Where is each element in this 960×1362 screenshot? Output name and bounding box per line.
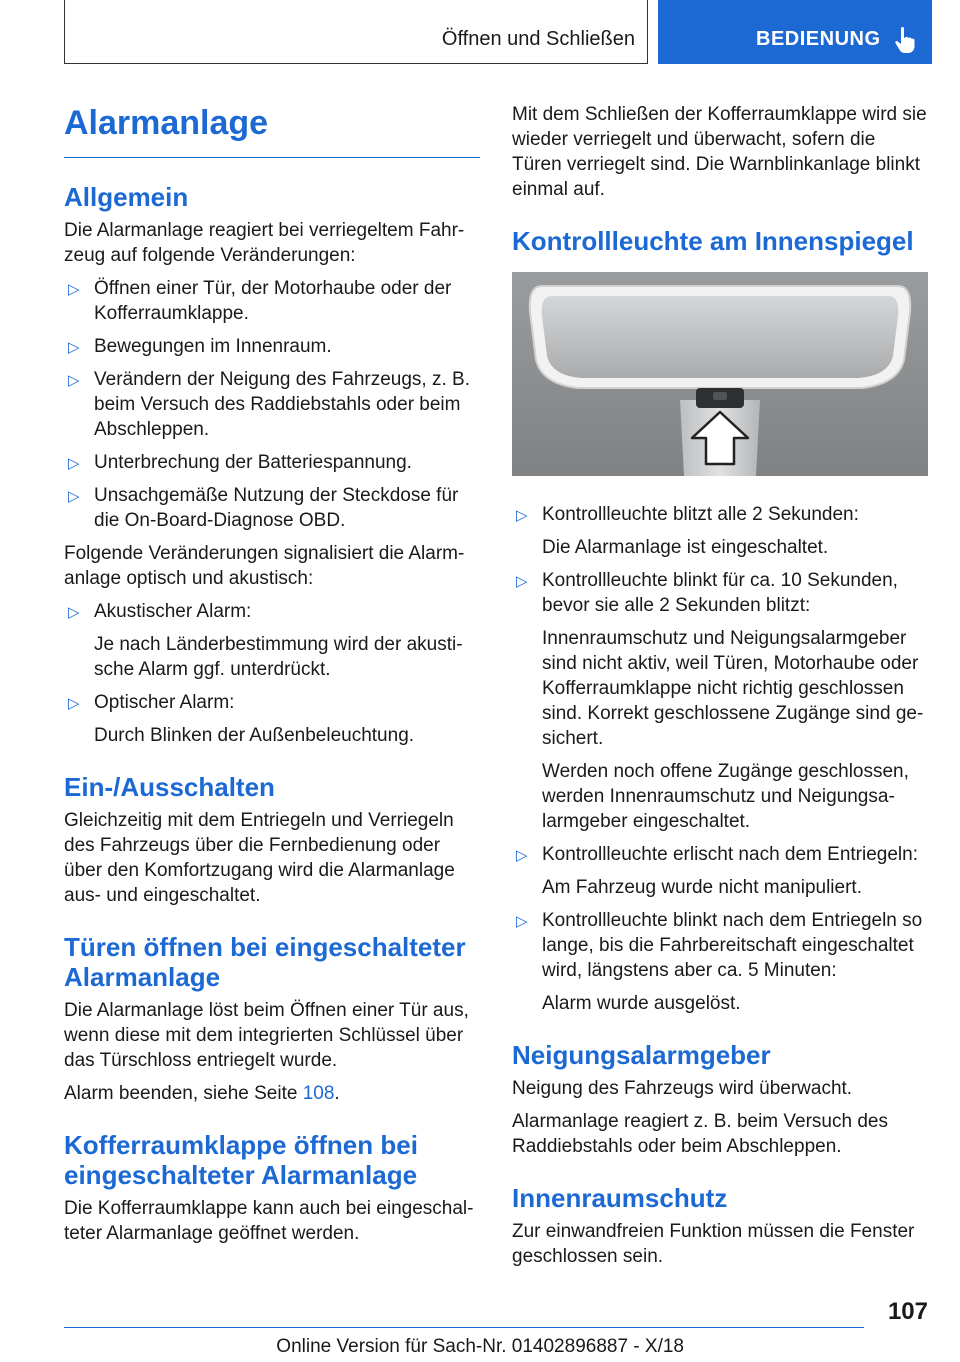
heading-neigungsalarmgeber: Neigungsalarmgeber (512, 1040, 771, 1070)
kofferraum-continued: Mit dem Schließen der Kofferraumklappe wird sie wieder verriegelt und überwacht, sofern die Türen verriegelt sind. Die Warnblinkanlage blinkt einmal auf. (512, 104, 927, 200)
kofferraum-text: Die Kofferraumklappe kann auch bei eingeschal-teter Alarmanlage geöffnet werden. (64, 1198, 474, 1244)
header-title: Öffnen und Schließen (441, 28, 635, 50)
right-column (512, 100, 928, 1277)
triangle-right-icon: ▷ (516, 847, 528, 864)
triangle-right-icon: ▷ (68, 695, 80, 712)
list-item: ▷ Bewegungen im Innenraum. (64, 334, 480, 359)
list-item: ▷ Unterbrechung der Batteriespannung. (64, 450, 480, 475)
triangle-right-icon: ▷ (516, 913, 528, 930)
triangle-right-icon: ▷ (68, 281, 80, 298)
pointing-hand-icon (894, 26, 918, 54)
header-tab-label: BEDIENUNG (756, 28, 881, 50)
heading-tueren: Türen öffnen bei eingeschalteter Alarmanlage (64, 932, 466, 992)
footer-divider (64, 1327, 864, 1328)
page-link-108[interactable]: 108 (302, 1083, 335, 1104)
neigung-p1: Neigung des Fahrzeugs wird überwacht. (512, 1078, 853, 1099)
list-item: ▷ Öffnen einer Tür, der Motorhaube oder der Kofferraumklappe. (68, 278, 452, 324)
triangle-right-icon: ▷ (516, 507, 528, 524)
list-item: ▷ Optischer Alarm: Durch Blinken der Außenbeleuchtung. (68, 692, 415, 746)
heading-innenraumschutz: Innenraumschutz (512, 1183, 728, 1213)
allgemein-list (64, 276, 480, 533)
list-item: ▷ Verändern der Neigung des Fahrzeugs, z. B. beim Versuch des Raddiebstahls oder beim Abschleppen. (68, 369, 471, 440)
footer-text: Online Version für Sach-Nr. 01402896887 - X/18 (276, 1336, 684, 1357)
kontroll-list (512, 502, 928, 1016)
list-item: ▷ Kontrollleuchte erlischt nach dem Entriegeln: Am Fahrzeug wurde nicht manipuliert. (516, 844, 918, 898)
neigung-p2: Alarmanlage reagiert z. B. beim Versuch des Raddiebstahls oder beim Abschleppen. (512, 1111, 888, 1157)
list-item: ▷ Unsachgemäße Nutzung der Steckdose für die On-Board-Diagnose OBD. (68, 485, 459, 531)
rearview-mirror-image (512, 272, 928, 476)
page-title: Alarmanlage (64, 100, 480, 158)
signal-list (64, 599, 480, 748)
page-number: 107 (887, 1298, 928, 1325)
heading-kofferraum: Kofferraumklappe öffnen bei eingeschalteter Alarmanlage (64, 1130, 418, 1190)
heading-allgemein: Allgemein (64, 182, 189, 212)
header-tab-bedienung[interactable] (658, 0, 932, 64)
list-item: ▷ Akustischer Alarm: Je nach Länderbestimmung wird der akusti-sche Alarm ggf. unterdrückt. (68, 601, 463, 680)
triangle-right-icon: ▷ (68, 339, 80, 356)
allgemein-intro: Die Alarmanlage reagiert bei verriegeltem Fahr-zeug auf folgende Veränderungen: (64, 220, 465, 266)
list-item: ▷ Kontrollleuchte blinkt für ca. 10 Sekunden, bevor sie alle 2 Sekunden blitzt: Innenraumschutz und Neigungsalarmgeber sind nicht aktiv, weil Türen, Motorhaube oder Kofferraumklappe nicht richtig geschlossen sind. Korrekt geschlossene Zugänge sind ge-sichert. Werden noch offene Zugänge geschlossen, werden Innenraumschutz und Neigungsa-larmgeber eingeschaltet. (516, 570, 924, 832)
heading-ein-aus: Ein-/Ausschalten (64, 772, 275, 802)
signal-intro: Folgende Veränderungen signalisiert die Alarm-anlage optisch und akustisch: (64, 543, 465, 589)
tueren-text: Die Alarmanlage löst beim Öffnen einer Tür aus, wenn diese mit dem integrierten Schlüssel über das Türschloss entriegelt wurde. (64, 1000, 469, 1071)
triangle-right-icon: ▷ (68, 455, 80, 472)
left-column (64, 100, 480, 1254)
triangle-right-icon: ▷ (68, 372, 80, 389)
triangle-right-icon: ▷ (68, 604, 80, 621)
triangle-right-icon: ▷ (516, 573, 528, 590)
triangle-right-icon: ▷ (68, 488, 80, 505)
heading-kontrollleuchte: Kontrollleuchte am Innenspiegel (512, 226, 914, 256)
list-item: ▷ Kontrollleuchte blitzt alle 2 Sekunden: Die Alarmanlage ist eingeschaltet. (516, 504, 859, 558)
ein-aus-text: Gleichzeitig mit dem Entriegeln und Verriegeln des Fahrzeugs über die Fernbedienung oder über den Komfortzugang wird die Alarmanlage aus- und eingeschaltet. (64, 810, 455, 906)
list-item: ▷ Kontrollleuchte blinkt nach dem Entriegeln so lange, bis die Fahrbereitschaft eingeschaltet wird, längstens aber ca. 5 Minuten: Alarm wurde ausgelöst. (516, 910, 923, 1014)
header-box (64, 0, 648, 64)
innenraum-text: Zur einwandfreien Funktion müssen die Fenster geschlossen sein. (512, 1221, 915, 1267)
alarm-beenden: Alarm beenden, siehe Seite 108. (64, 1083, 340, 1104)
